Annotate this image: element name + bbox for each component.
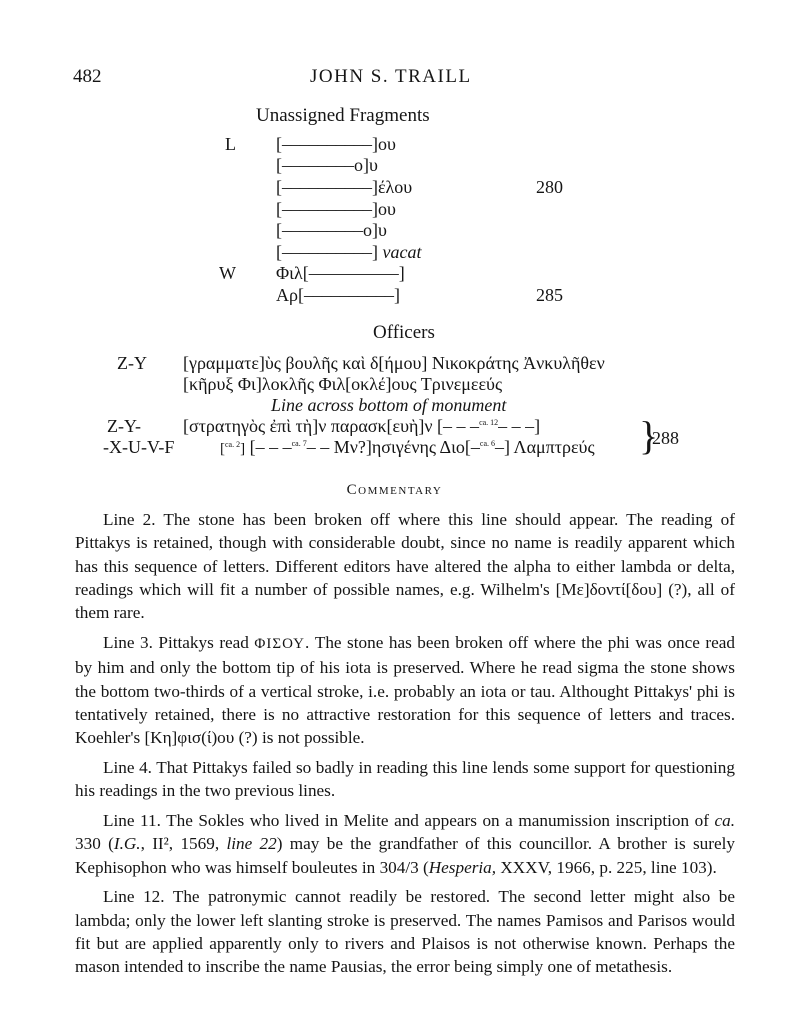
officers-heading: Officers	[373, 322, 435, 343]
fragment-line-2: [––––––––ο]υ	[276, 155, 378, 175]
commentary-line-12: Line 12. The patronymic cannot readily be restored. The second letter might also be lambda; only the lower left slanting stroke is preserved. The names Pamisos and Parisos would fit but are applied apparently only to rivers and Plaisos is not otherwise known. Perhaps the mason intended to inscribe the name Pausias, the error being simply one of metathesis.	[75, 887, 735, 977]
commentary-heading: Commentary	[346, 482, 443, 498]
fragment-line-5: [–––––––––ο]υ	[276, 220, 387, 240]
ca-7-note: ca. 7	[291, 439, 307, 448]
line-number-288: 288	[652, 428, 679, 448]
line-number-280: 280	[536, 177, 563, 197]
ca-2-bracket: [$^{ca. 2}$]	[220, 440, 246, 457]
officers-line-4a: [– – –	[249, 437, 292, 457]
commentary-line-11-b: 330 (	[75, 834, 114, 854]
officers-line-4c: –] Λαμπτρεύς	[495, 437, 595, 457]
commentary-line-3	[75, 631, 735, 749]
officers-line-2: [κῆρυξ Φι]λοκλῆς Φιλ[οκλέ]ους Τρινεμεεύς	[183, 374, 503, 394]
commentary-line-4: Line 4. That Pittakys failed so badly in reading this line lends some support for questioning his readings in the two previous lines.	[75, 757, 735, 801]
officers-line-4	[220, 437, 595, 458]
commentary-line-11-c: , II², 1569,	[140, 834, 227, 854]
commentary-body	[75, 508, 735, 985]
line-22-ref: line 22	[226, 834, 277, 854]
officers-line-3a: [στρατηγὸς ἐπὶ τὴ]ν παρασκ[ευὴ]ν [– – –	[183, 416, 480, 436]
pittakys-reading: ΦΙΣΟΥ	[254, 635, 306, 652]
fragment-line-3: [––––––––––]έλου	[276, 177, 413, 197]
running-head-author: JOHN S. TRAILL	[310, 66, 472, 87]
ca-6-note: ca. 6	[479, 439, 496, 448]
line-across-note: Line across bottom of monument	[271, 395, 507, 415]
commentary-line-11-a: Line 11. The Sokles who lived in Melite and appears on a manumission inscription of	[103, 811, 715, 831]
fragment-line-8: Αρ[––––––––––]	[276, 285, 400, 305]
ca-2-note: ca. 2	[225, 440, 241, 449]
commentary-line-2: Line 2. The stone has been broken off where this line should appear. The reading of Pittakys is retained, though with considerable doubt, since no name is readily apparent which has this sequence of letters. Different editors have altered the alpha to either lambda or delta, readings which will fit a number of possible names, e.g. Wilhelm's [Με]δοντί[δου] (?), all of them rare.	[75, 510, 735, 623]
commentary-line-11-d: ) may be the grandfather of this councillor. A brother is surely Kephisophon who was himself bouleutes in 304/3 (	[75, 834, 735, 877]
label-x-u-v-f: -X-U-V-F	[103, 437, 175, 457]
officers-line-3b: – – –]	[498, 416, 541, 436]
fragment-label-l: L	[225, 134, 236, 154]
ca-12-note: ca. 12	[479, 418, 499, 427]
commentary-line-3-b: . The stone has been broken off where the phi was once read by him and only the bottom tip of his iota is preserved. Where he read sigma the stone shows the bottom two-thirds of a vertical stroke, i.e. probably an iota or tau. Althought Pittakys' phi is tentatively retained, there is no attractive restoration for this sequence of letters and traces. Koehler's [Κη]φισ(ί)ου (?) is not possible.	[75, 632, 735, 748]
fragment-label-w: W	[219, 263, 236, 283]
fragment-line-6-text: [––––––––––]	[276, 242, 383, 262]
vacat-note: vacat	[382, 242, 422, 262]
label-z-y-dash: Z-Y-	[107, 416, 141, 436]
commentary-line-11	[75, 809, 735, 879]
hesperia-ref: Hesperia,	[428, 857, 497, 877]
page-number: 482	[73, 66, 102, 87]
officers-line-3	[183, 416, 540, 437]
fragment-line-1: [––––––––––]ου	[276, 134, 396, 154]
fragment-line-6	[276, 242, 421, 263]
line-number-285: 285	[536, 285, 563, 305]
bracket-brace: }	[639, 413, 659, 458]
ig-abbrev: I.G.	[113, 834, 141, 854]
commentary-line-3-a: Line 3. Pittakys read	[103, 632, 255, 652]
label-z-y: Z-Y	[117, 353, 147, 373]
ca-abbrev: ca.	[714, 811, 735, 831]
fragment-line-7: Φιλ[––––––––––]	[276, 263, 405, 283]
officers-line-1: [γραμματε]ὺς βουλῆς καὶ δ[ήμου] Νικοκράτης Ἀνκυλῆθεν	[183, 353, 605, 373]
commentary-line-11-e: XXXV, 1966, p. 225, line 103).	[496, 857, 717, 877]
fragment-line-4: [––––––––––]ου	[276, 199, 396, 219]
officers-line-4b: – – Μν?]ησιγένης Διο[–	[306, 437, 480, 457]
fragments-heading: Unassigned Fragments	[256, 105, 430, 126]
